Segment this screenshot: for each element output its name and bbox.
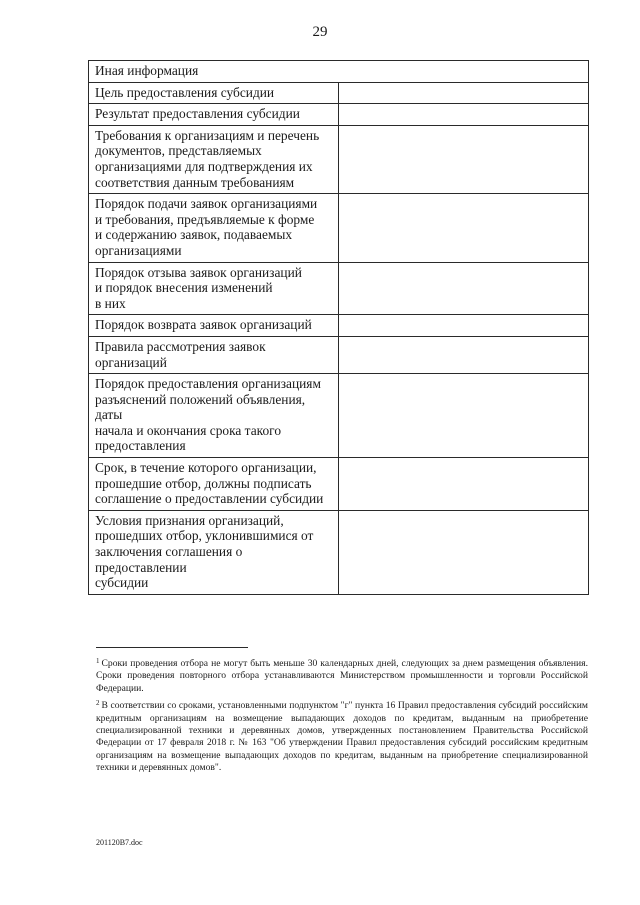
- row-value: [339, 125, 589, 193]
- row-label: Срок, в течение которого организации, прошедшие отбор, должны подписать соглашение о предоставлении субсидии: [89, 458, 339, 511]
- footnotes: [96, 655, 588, 777]
- row-value: [339, 82, 589, 104]
- table-row: [89, 104, 589, 126]
- row-value: [339, 374, 589, 458]
- table-row: [89, 374, 589, 458]
- row-value: [339, 194, 589, 262]
- row-label: Результат предоставления субсидии: [89, 104, 339, 126]
- row-value: [339, 510, 589, 594]
- footnote-marker: 2: [96, 699, 100, 708]
- table-header-cell: Иная информация: [89, 61, 589, 83]
- row-value: [339, 315, 589, 337]
- footnote-2: [96, 697, 588, 774]
- footnote-separator: [96, 647, 248, 648]
- table-header-row: [89, 61, 589, 83]
- footnote-1: [96, 655, 588, 695]
- footnote-marker: 1: [96, 657, 100, 665]
- table-row: [89, 194, 589, 262]
- table-row: [89, 458, 589, 511]
- row-label: Правила рассмотрения заявок организаций: [89, 336, 339, 373]
- table-row: [89, 510, 589, 594]
- footnote-text: Сроки проведения отбора не могут быть меньше 30 календарных дней, следующих за днем размещения объявления. Сроки проведения повторного отбора устанавливаются Министерством промышленности и торговли Российской Федерации.: [96, 658, 588, 694]
- document-code: 201120B7.doc: [96, 838, 143, 847]
- row-label: Порядок предоставления организациям разъяснений положений объявления, даты начала и окончания срока такого предоставления: [89, 374, 339, 458]
- footnote-text: В соответствии со сроками, установленными подпунктом "г" пункта 16 Правил предоставления субсидий российским кредитным организациям на возмещение выпадающих доходов по кредитам, выданным на приобретение специализированной техники и деревянных домов, утвержденных постановлением Правительства Российской Федерации от 17 февраля 2018 г. № 163 "Об утверждении Правил предоставления субсидий российским кредитным организациям на возмещение выпадающих доходов по кредитам, выданным на приобретение специализированной техники и деревянных домов".: [96, 700, 588, 774]
- row-label: Порядок подачи заявок организациями и требования, предъявляемые к форме и содержанию заявок, подаваемых организациями: [89, 194, 339, 262]
- table-row: [89, 336, 589, 373]
- row-label: Условия признания организаций, прошедших отбор, уклонившимися от заключения соглашения о предоставлении субсидии: [89, 510, 339, 594]
- page-number: 29: [312, 24, 328, 40]
- row-value: [339, 458, 589, 511]
- row-label: Цель предоставления субсидии: [89, 82, 339, 104]
- info-table: [88, 60, 589, 595]
- row-value: [339, 336, 589, 373]
- table-row: [89, 315, 589, 337]
- table-row: [89, 82, 589, 104]
- table-row: [89, 262, 589, 315]
- row-label: Порядок отзыва заявок организаций и порядок внесения изменений в них: [89, 262, 339, 315]
- row-value: [339, 262, 589, 315]
- table-row: [89, 125, 589, 193]
- row-label: Порядок возврата заявок организаций: [89, 315, 339, 337]
- row-label: Требования к организациям и перечень документов, представляемых организациями для подтверждения их соответствия данным требованиям: [89, 125, 339, 193]
- row-value: [339, 104, 589, 126]
- info-table-body: [89, 61, 589, 595]
